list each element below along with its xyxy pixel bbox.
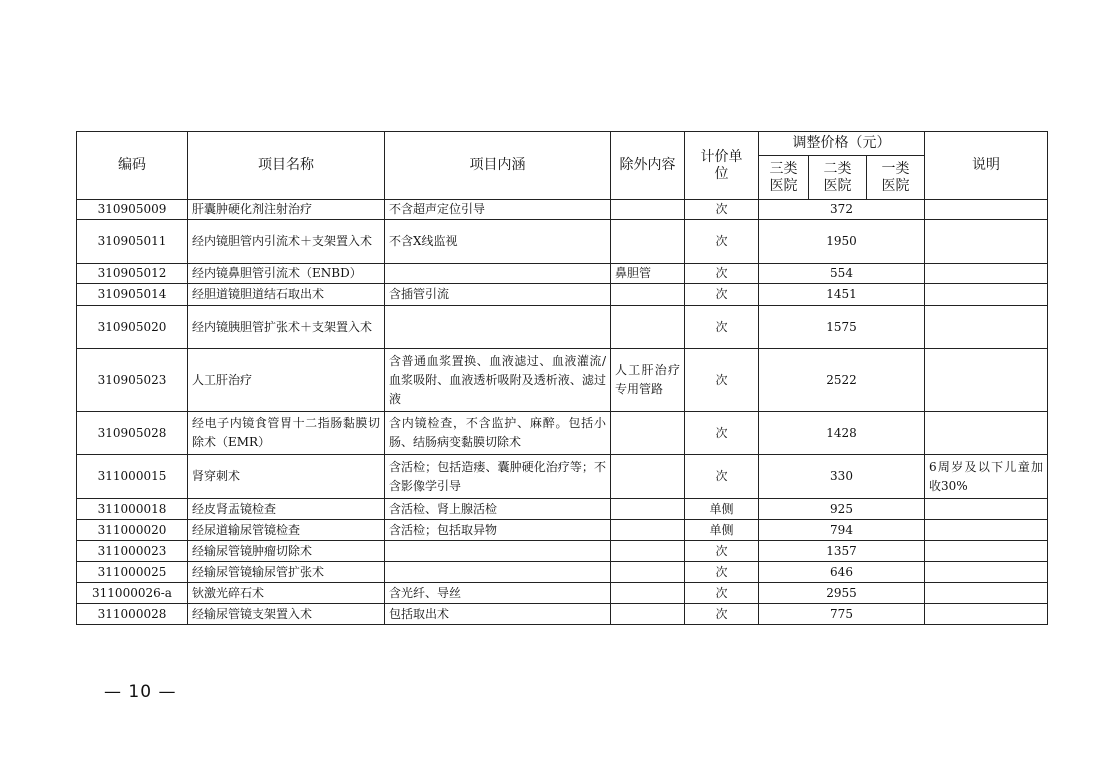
cell-content: 包括取出术: [385, 604, 611, 625]
cell-unit: 次: [685, 306, 759, 349]
table-row: [77, 412, 1048, 455]
cell-unit: 次: [685, 200, 759, 220]
cell-name: 经内镜鼻胆管引流术（ENBD）: [188, 264, 385, 284]
cell-price: 1357: [759, 541, 925, 562]
cell-name: 人工肝治疗: [188, 349, 385, 412]
cell-price: 1428: [759, 412, 925, 455]
header-exclusions: 除外内容: [611, 132, 685, 200]
cell-exclusions: [611, 455, 685, 499]
cell-unit: 次: [685, 349, 759, 412]
table-row: [77, 220, 1048, 264]
cell-name: 肾穿刺术: [188, 455, 385, 499]
cell-notes: [925, 284, 1048, 306]
table-row: [77, 349, 1048, 412]
cell-notes: [925, 349, 1048, 412]
header-name: 项目名称: [188, 132, 385, 200]
cell-content: [385, 562, 611, 583]
cell-code: 310905028: [77, 412, 188, 455]
cell-name: 经皮肾盂镜检查: [188, 499, 385, 520]
cell-content: 不含X线监视: [385, 220, 611, 264]
header-content: 项目内涵: [385, 132, 611, 200]
cell-notes: 6周岁及以下儿童加收30%: [925, 455, 1048, 499]
cell-unit: 次: [685, 284, 759, 306]
cell-content: 含活检、肾上腺活检: [385, 499, 611, 520]
cell-unit: 次: [685, 412, 759, 455]
table-row: [77, 541, 1048, 562]
cell-code: 310905023: [77, 349, 188, 412]
cell-price: 2522: [759, 349, 925, 412]
cell-code: 311000023: [77, 541, 188, 562]
cell-unit: 次: [685, 583, 759, 604]
table-row: [77, 562, 1048, 583]
cell-name: 经尿道输尿管镜检查: [188, 520, 385, 541]
cell-name: 经输尿管镜肿瘤切除术: [188, 541, 385, 562]
cell-code: 310905011: [77, 220, 188, 264]
cell-notes: [925, 220, 1048, 264]
cell-name: 钬激光碎石术: [188, 583, 385, 604]
cell-price: 1451: [759, 284, 925, 306]
cell-exclusions: [611, 562, 685, 583]
cell-code: 310905009: [77, 200, 188, 220]
cell-exclusions: [611, 284, 685, 306]
table-row: [77, 604, 1048, 625]
table-row: [77, 264, 1048, 284]
table-row: [77, 520, 1048, 541]
cell-notes: [925, 604, 1048, 625]
cell-price: 646: [759, 562, 925, 583]
cell-exclusions: [611, 604, 685, 625]
cell-unit: 次: [685, 604, 759, 625]
header-tier3: 三类医院: [759, 156, 809, 200]
cell-notes: [925, 541, 1048, 562]
cell-code: 311000028: [77, 604, 188, 625]
header-code: 编码: [77, 132, 188, 200]
cell-content: [385, 541, 611, 562]
cell-exclusions: 人工肝治疗专用管路: [611, 349, 685, 412]
cell-price: 794: [759, 520, 925, 541]
cell-notes: [925, 520, 1048, 541]
cell-name: 经内镜胆管内引流术＋支架置入术: [188, 220, 385, 264]
cell-code: 310905012: [77, 264, 188, 284]
cell-name: 经电子内镜食管胃十二指肠黏膜切除术（EMR）: [188, 412, 385, 455]
page-number: — 10 —: [104, 682, 177, 702]
cell-exclusions: [611, 541, 685, 562]
cell-exclusions: [611, 200, 685, 220]
cell-name: 经输尿管镜输尿管扩张术: [188, 562, 385, 583]
cell-notes: [925, 412, 1048, 455]
cell-content: 不含超声定位引导: [385, 200, 611, 220]
header-unit: 计价单位: [685, 132, 759, 200]
cell-name: 肝囊肿硬化剂注射治疗: [188, 200, 385, 220]
cell-unit: 次: [685, 264, 759, 284]
cell-exclusions: [611, 583, 685, 604]
cell-price: 775: [759, 604, 925, 625]
cell-name: 经输尿管镜支架置入术: [188, 604, 385, 625]
cell-price: 2955: [759, 583, 925, 604]
header-tier2: 二类医院: [809, 156, 867, 200]
cell-exclusions: [611, 499, 685, 520]
table-row: [77, 499, 1048, 520]
cell-notes: [925, 499, 1048, 520]
cell-content: 含普通血浆置换、血液滤过、血液灌流/血浆吸附、血液透析吸附及透析液、滤过液: [385, 349, 611, 412]
header-tier1: 一类医院: [867, 156, 925, 200]
cell-unit: 次: [685, 562, 759, 583]
cell-exclusions: [611, 520, 685, 541]
cell-price: 554: [759, 264, 925, 284]
cell-content: 含活检；包括取异物: [385, 520, 611, 541]
cell-name: 经胆道镜胆道结石取出术: [188, 284, 385, 306]
cell-unit: 次: [685, 455, 759, 499]
cell-code: 311000015: [77, 455, 188, 499]
cell-exclusions: [611, 412, 685, 455]
cell-unit: 单侧: [685, 520, 759, 541]
cell-code: 311000026-a: [77, 583, 188, 604]
cell-price: 372: [759, 200, 925, 220]
cell-price: 1575: [759, 306, 925, 349]
cell-notes: [925, 306, 1048, 349]
cell-content: 含内镜检查，不含监护、麻醉。包括小肠、结肠病变黏膜切除术: [385, 412, 611, 455]
table-row: [77, 306, 1048, 349]
cell-content: 含插管引流: [385, 284, 611, 306]
header-row-1: [77, 132, 1048, 156]
table-row: [77, 583, 1048, 604]
table-row: [77, 284, 1048, 306]
cell-content: [385, 306, 611, 349]
cell-price: 925: [759, 499, 925, 520]
table-row: [77, 455, 1048, 499]
cell-code: 311000020: [77, 520, 188, 541]
cell-notes: [925, 264, 1048, 284]
cell-code: 310905020: [77, 306, 188, 349]
header-notes: 说明: [925, 132, 1048, 200]
cell-content: 含活检；包括造瘘、囊肿硬化治疗等；不含影像学引导: [385, 455, 611, 499]
fee-table: [76, 131, 1048, 625]
table-row: [77, 200, 1048, 220]
cell-price: 1950: [759, 220, 925, 264]
cell-exclusions: [611, 220, 685, 264]
cell-content: 含光纤、导丝: [385, 583, 611, 604]
cell-content: [385, 264, 611, 284]
cell-notes: [925, 583, 1048, 604]
cell-unit: 次: [685, 220, 759, 264]
cell-price: 330: [759, 455, 925, 499]
cell-unit: 单侧: [685, 499, 759, 520]
cell-notes: [925, 562, 1048, 583]
cell-code: 310905014: [77, 284, 188, 306]
cell-notes: [925, 200, 1048, 220]
cell-code: 311000018: [77, 499, 188, 520]
header-price-group: 调整价格（元）: [759, 132, 925, 156]
cell-exclusions: 鼻胆管: [611, 264, 685, 284]
cell-unit: 次: [685, 541, 759, 562]
cell-code: 311000025: [77, 562, 188, 583]
cell-name: 经内镜胰胆管扩张术＋支架置入术: [188, 306, 385, 349]
cell-exclusions: [611, 306, 685, 349]
